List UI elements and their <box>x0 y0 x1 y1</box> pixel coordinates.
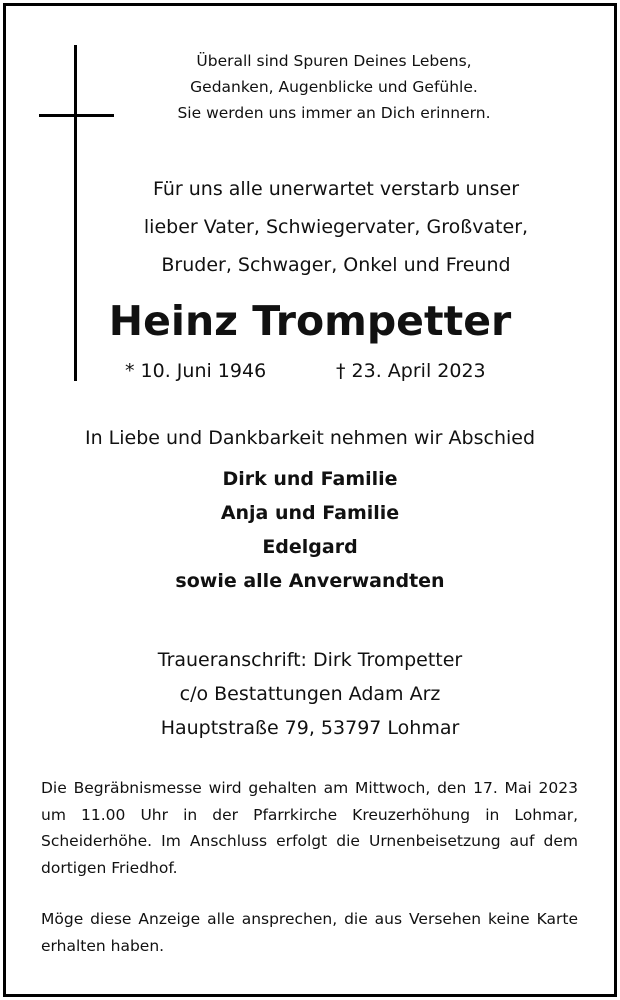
address-line: c/o Bestattungen Adam Arz <box>179 683 441 705</box>
motto-line: Gedanken, Augenblicke und Gefühle. <box>190 78 478 96</box>
closing-note: Möge diese Anzeige alle ansprechen, die aus Versehen keine Karte erhalten haben. <box>41 910 578 955</box>
mourner-name: Anja und Familie <box>220 502 400 524</box>
motto-line: Sie werden uns immer an Dich erinnern. <box>177 104 491 122</box>
birth-date: * 10. Juni 1946 <box>125 360 267 382</box>
mourners-list <box>0 462 620 598</box>
deceased-name: Heinz Trompetter <box>108 297 512 345</box>
death-date: † 23. April 2023 <box>336 360 486 382</box>
announcement-line: Für uns alle unerwartet verstarb unser <box>152 178 520 200</box>
mourner-name: Dirk und Familie <box>222 468 398 490</box>
mourner-name: sowie alle Anverwandten <box>175 570 445 592</box>
motto-line: Überall sind Spuren Deines Lebens, <box>196 52 472 70</box>
announcement-line: lieber Vater, Schwiegervater, Großvater, <box>143 216 529 238</box>
mourner-name: Edelgard <box>262 536 358 558</box>
mourning-address <box>0 643 620 745</box>
address-line: Traueranschrift: Dirk Trompetter <box>157 649 463 671</box>
farewell-line: In Liebe und Dankbarkeit nehmen wir Abschied <box>84 427 536 449</box>
announcement-line: Bruder, Schwager, Onkel und Freund <box>161 254 511 276</box>
funeral-service-info: Die Begräbnismesse wird gehalten am Mittwoch, den 17. Mai 2023 um 11.00 Uhr in der Pfarrkirche Kreuzerhöhung in Lohmar, Scheiderhöhe. Im Anschluss erfolgt die Urnenbeisetzung auf dem dortigen Friedhof. <box>41 779 578 877</box>
address-line: Hauptstraße 79, 53797 Lohmar <box>160 717 460 739</box>
announcement-text <box>0 170 620 284</box>
motto-verse <box>0 48 620 126</box>
